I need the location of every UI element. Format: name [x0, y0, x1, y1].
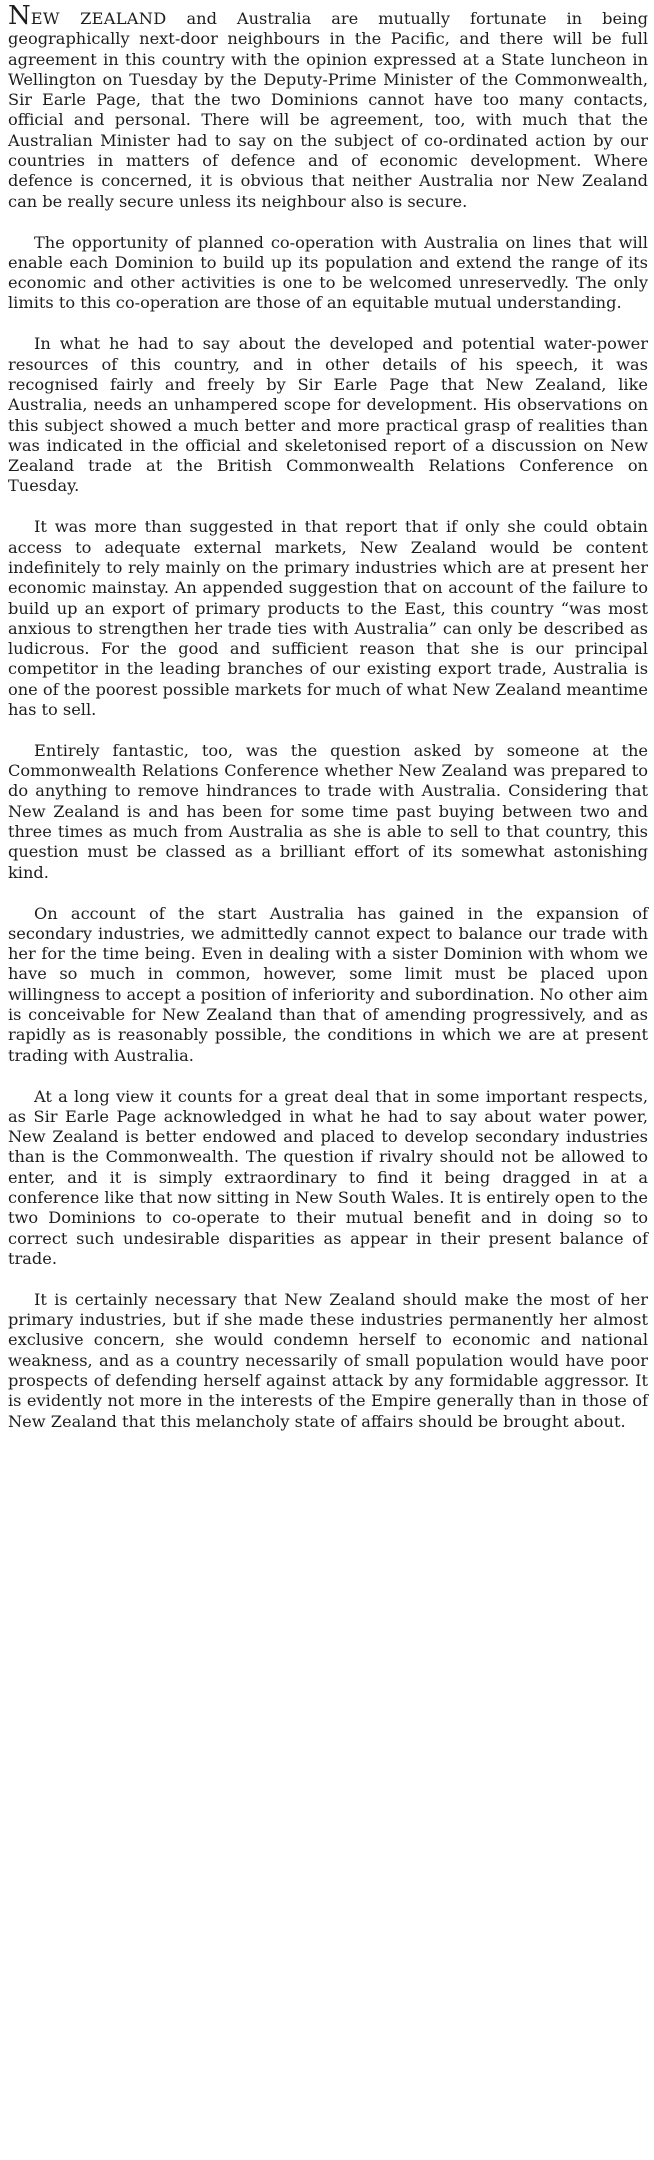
article-paragraph: It was more than suggested in that report that if only she could obtain access to adequate external markets, New Zealand would be content indefinitely to rely mainly on the primary industries which are at present her economic mainstay. An appended suggestion that on account of the failure to build up an export of primary products to the East, this country “was most anxious to strengthen her trade ties with Australia” can only be described as ludicrous. For the good and sufficient reason that she is our principal competitor in the leading branches of our existing export trade, Australia is one of the poorest possible markets for much of what New Zealand meantime has to sell.: [8, 517, 648, 719]
drop-cap: N: [8, 1, 31, 31]
article-paragraph: In what he had to say about the developed and potential water-power resources of this country, and in other details of his speech, it was recognised fairly and freely by Sir Earle Page that New Zealand, like Australia, needs an unhampered scope for development. His observations on this subject showed a much better and more practical grasp of realities than was indicated in the official and skeletonised report of a discussion on New Zealand trade at the British Commonwealth Relations Conference on Tuesday.: [8, 334, 648, 496]
lead-text: and Australia are mutually fortunate in being geographically next-door neighbours in the Pacific, and there will be full agreement in this country with the opinion expressed at a State luncheon in Wellington on Tuesday by the Deputy-Prime Minister of the Commonwealth, Sir Earle Page, that the two Dominions cannot have too many contacts, official and personal. There will be agreement, too, with much that the Australian Minister had to say on the subject of co-ordinated action by our countries in matters of defence and of economic development. Where defence is concerned, it is obvious that neither Australia nor New Zealand can be really secure unless its neighbour also is secure.: [8, 9, 648, 211]
lead-caps: EW ZEALAND: [30, 9, 167, 28]
article-paragraph: The opportunity of planned co-operation with Australia on lines that will enable each Dominion to build up its population and extend the range of its economic and other activities is one to be welcomed unreservedly. The only limits to this co-operation are those of an equitable mutual understanding.: [8, 232, 648, 313]
article-paragraph: At a long view it counts for a great deal that in some important respects, as Sir Earle Page acknowledged in what he had to say about water power, New Zealand is better endowed and placed to develop secondary industries than is the Commonwealth. The question if rivalry should not be allowed to enter, and it is simply extraordinary to find it being dragged in at a conference like that now sitting in New South Wales. It is entirely open to the two Dominions to co-operate to their mutual benefit and in doing so to correct such undesirable disparities as appear in their present balance of trade.: [8, 1086, 648, 1268]
article-lead-paragraph: [8, 1, 648, 212]
article-paragraph: On account of the start Australia has gained in the expansion of secondary industries, we admittedly cannot expect to balance our trade with her for the time being. Even in dealing with a sister Dominion with whom we have so much in common, however, some limit must be placed upon willingness to accept a position of inferiority and subordination. No other aim is conceivable for New Zealand than that of amending progressively, and as rapidly as is reasonably possible, the conditions in which we are at present trading with Australia.: [8, 903, 648, 1065]
article-paragraph: It is certainly necessary that New Zealand should make the most of her primary industries, but if she made these industries permanently her almost exclusive concern, she would condemn herself to economic and national weakness, and as a country necessarily of small population would have poor prospects of defending herself against attack by any formidable aggressor. It is evidently not more in the interests of the Empire generally than in those of New Zealand that this melancholy state of affairs should be brought about.: [8, 1289, 648, 1431]
article-body: [8, 1, 648, 1452]
article-paragraph: Entirely fantastic, too, was the question asked by someone at the Commonwealth Relations Conference whether New Zealand was prepared to do anything to remove hindrances to trade with Australia. Considering that New Zealand is and has been for some time past buying between two and three times as much from Australia as she is able to sell to that country, this question must be classed as a brilliant effort of its somewhat astonishing kind.: [8, 740, 648, 882]
